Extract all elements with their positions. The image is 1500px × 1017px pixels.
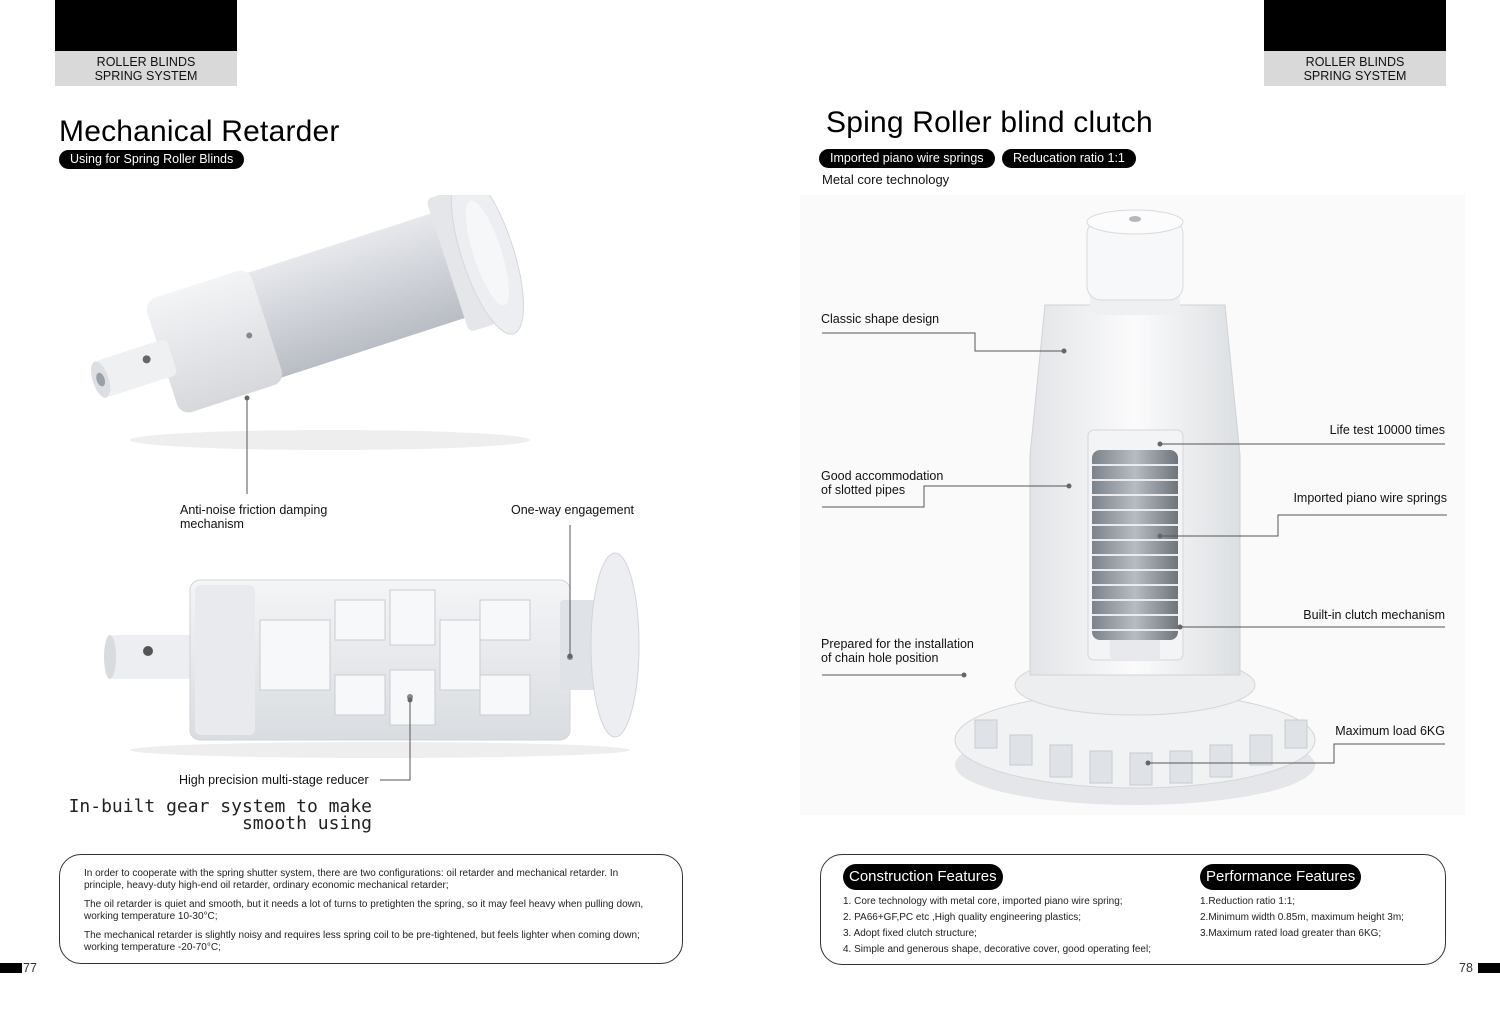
- callout-text: of slotted pipes: [821, 483, 906, 497]
- callout-clutch: [1303, 608, 1445, 622]
- callout-text: of chain hole position: [821, 651, 939, 665]
- callout-life-test: [1330, 423, 1445, 437]
- pill-piano-wire: Imported piano wire springs: [819, 149, 995, 168]
- tab-label: [1264, 51, 1446, 86]
- list-item: 3.Maximum rated load greater than 6KG;: [1200, 928, 1382, 939]
- callout-anti-noise: [180, 503, 327, 531]
- callout-piano-wire: [1293, 491, 1447, 505]
- list-item: 2.Minimum width 0.85m, maximum height 3m;: [1200, 912, 1404, 923]
- page-number-right: 78: [1459, 961, 1473, 975]
- tagline-line2: smooth using: [241, 813, 372, 834]
- list-item: 2. PA66+GF,PC etc ,High quality engineering plastics;: [843, 912, 1081, 923]
- callout-text: Good accommodation: [821, 469, 944, 483]
- tagline: [60, 798, 372, 832]
- callout-text: Maximum load 6KG: [1335, 724, 1445, 738]
- callout-text: Life test 10000 times: [1329, 423, 1445, 437]
- list-item: 1. Core technology with metal core, imported piano wire spring;: [843, 896, 1123, 907]
- tab-label-line2: SPRING SYSTEM: [1303, 69, 1407, 83]
- callout-text: One-way engagement: [511, 503, 634, 517]
- tagline-line1: In-built gear system to make: [68, 796, 372, 817]
- description-paragraph: In order to cooperate with the spring shutter system, there are two configurations: oil retarder and mechanical retarder. In principle, heavy-duty high-end oil retarder, ordinary economic mechanical retarder;: [84, 868, 619, 891]
- description-paragraph: The oil retarder is quiet and smooth, but it needs a lot of turns to pretighten the spring, so it may feel heavy when pulling down, working temperature 10-30°C;: [84, 899, 644, 922]
- callout-text: Imported piano wire springs: [1293, 491, 1447, 505]
- list-item: 1.Reduction ratio 1:1;: [1200, 896, 1296, 907]
- performance-features-heading: Performance Features: [1200, 864, 1361, 890]
- callout-text: Prepared for the installation: [821, 637, 974, 651]
- list-item: 3. Adopt fixed clutch structure;: [843, 928, 977, 939]
- callout-text: Built-in clutch mechanism: [1303, 608, 1445, 622]
- construction-features-heading: Construction Features: [843, 864, 1003, 890]
- page-marker-right: [1478, 963, 1500, 973]
- pill-reduction-ratio: Reducation ratio 1:1: [1002, 149, 1136, 168]
- callout-text: High precision multi-stage reducer: [179, 773, 369, 787]
- callout-slotted-pipes: [821, 469, 943, 497]
- right-page-title: Sping Roller blind clutch: [826, 106, 1153, 139]
- left-page-title: Mechanical Retarder: [59, 115, 340, 148]
- construction-features-list: [843, 894, 1151, 958]
- callout-one-way: [511, 503, 634, 517]
- tab-label: [55, 51, 237, 86]
- tab-black-block: [55, 0, 237, 51]
- right-subtitle: Metal core technology: [822, 172, 950, 187]
- clutch-image: [800, 195, 1465, 815]
- callout-text: Classic shape design: [821, 312, 940, 326]
- header-tab-right: [1264, 0, 1446, 86]
- callout-reducer: [179, 773, 369, 787]
- list-item: 4. Simple and generous shape, decorative cover, good operating feel;: [843, 944, 1151, 955]
- callout-text: mechanism: [180, 517, 244, 531]
- tab-label-line2: SPRING SYSTEM: [94, 69, 198, 83]
- tab-label-line1: ROLLER BLINDS: [1305, 55, 1405, 69]
- page-marker-left: [0, 963, 22, 973]
- tab-black-block: [1264, 0, 1446, 51]
- description-box: [59, 854, 683, 964]
- tab-label-line1: ROLLER BLINDS: [96, 55, 196, 69]
- left-subtitle-pill: Using for Spring Roller Blinds: [59, 150, 244, 169]
- performance-features-list: [1200, 894, 1404, 942]
- callout-text: Anti-noise friction damping: [180, 503, 328, 517]
- callout-max-load: [1335, 724, 1445, 738]
- callout-chain-hole: [821, 637, 974, 665]
- page-number-left: 77: [23, 961, 37, 975]
- callout-classic-shape: [821, 312, 939, 326]
- retarder-cutaway-image: [100, 545, 650, 760]
- mechanical-retarder-image: [90, 195, 570, 455]
- header-tab-left: [55, 0, 237, 86]
- description-paragraph: The mechanical retarder is slightly noisy and requires less spring coil to be pre-tightened, but feels lighter when coming down; working temperature -20-70°C;: [84, 930, 640, 953]
